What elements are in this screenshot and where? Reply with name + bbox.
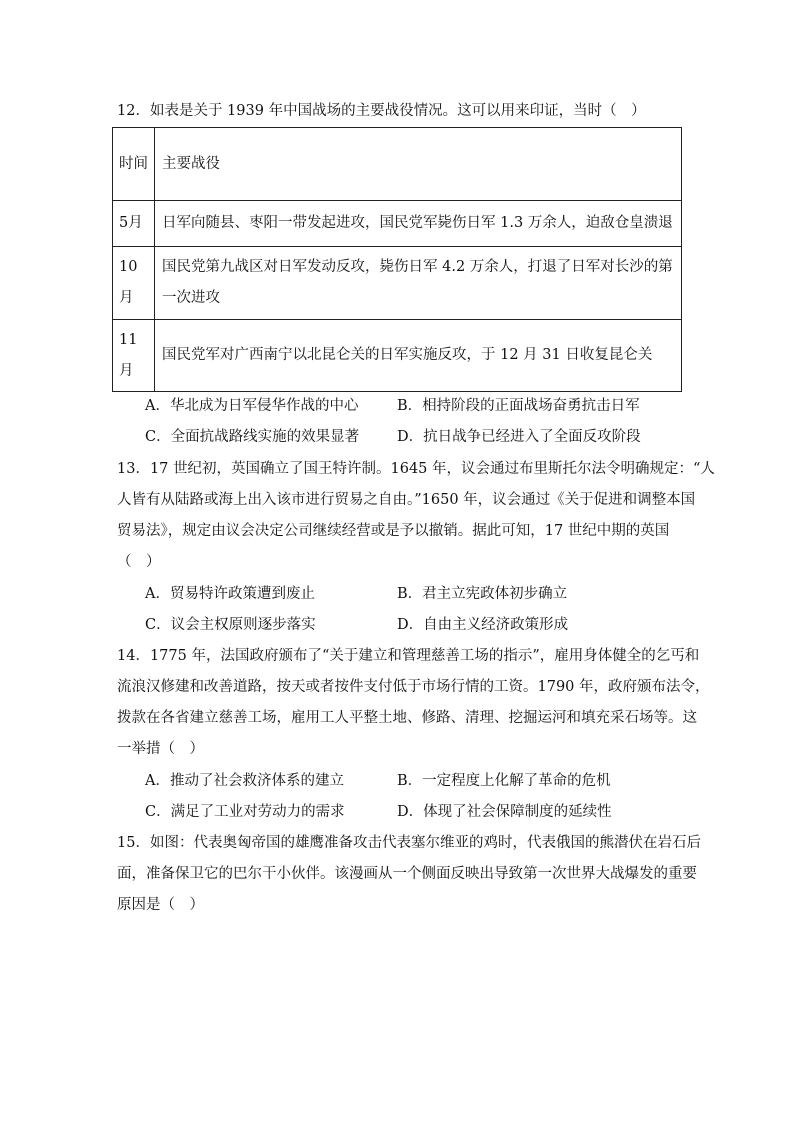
battle-cell: 日军向随县、枣阳一带发起进攻，国民党军毙伤日军 1.3 万余人，迫敌仓皇溃退 bbox=[155, 201, 682, 247]
q14-stem-line-2: 流浪汉修建和改善道路，按天或者按件支付低于市场行情的工资。1790 年，政府颁布法令， bbox=[117, 679, 710, 695]
q14-stem-line-3: 拨款在各省建立慈善工场，雇用工人平整土地、修路、清理、挖掘运河和填充采石场等。这 bbox=[117, 710, 697, 726]
table-row bbox=[113, 247, 682, 320]
battle-cell: 国民党军对广西南宁以北昆仑关的日军实施反攻，于 12 月 31 日收复昆仑关 bbox=[155, 320, 682, 392]
q14-option-c[interactable]: C．满足了工业对劳动力的需求 bbox=[145, 804, 345, 820]
q13-stem-line-3: 贸易法》，规定由议会决定公司继续经营或是予以撤销。据此可知，17 世纪中期的英国 bbox=[117, 523, 670, 539]
q13-stem-line-4: （ ） bbox=[117, 554, 161, 570]
month-cell: 5月 bbox=[113, 201, 155, 247]
q14-option-a[interactable]: A．推动了社会救济体系的建立 bbox=[145, 773, 344, 789]
q13-option-a[interactable]: A．贸易特许政策遭到废止 bbox=[145, 586, 315, 602]
q15-stem-line-1: 15．如图：代表奥匈帝国的雄鹰准备攻击代表塞尔维亚的鸡时，代表俄国的熊潜伏在岩石后 bbox=[117, 835, 701, 851]
q15-stem-line-3: 原因是（ ） bbox=[117, 897, 204, 913]
q12-option-c[interactable]: C．全面抗战路线实施的效果显著 bbox=[145, 429, 360, 445]
q14-option-b[interactable]: B．一定程度上化解了革命的危机 bbox=[397, 773, 611, 789]
month-cell: 11月 bbox=[113, 320, 155, 392]
table-row bbox=[113, 201, 682, 247]
q13-stem-line-1: 13．17 世纪初，英国确立了国王特许制。1645 年，议会通过布里斯托尔法令明确规定：“人 bbox=[117, 461, 715, 477]
q13-option-d[interactable]: D．自由主义经济政策形成 bbox=[397, 617, 569, 633]
table-row bbox=[113, 320, 682, 392]
q12-option-d[interactable]: D．抗日战争已经进入了全面反攻阶段 bbox=[397, 429, 641, 445]
q12-stem: 12．如表是关于 1939 年中国战场的主要战役情况。这可以用来印证，当时（ ） bbox=[117, 103, 646, 119]
q14-option-d[interactable]: D．体现了社会保障制度的延续性 bbox=[397, 804, 612, 820]
month-cell: 10月 bbox=[113, 247, 155, 320]
header-battle-cell: 主要战役 bbox=[155, 128, 682, 201]
q12-option-b[interactable]: B．相持阶段的正面战场奋勇抗击日军 bbox=[397, 398, 640, 414]
q13-stem-line-2: 人皆有从陆路或海上出入该市进行贸易之自由。”1650 年，议会通过《关于促进和调整本国 bbox=[117, 492, 696, 508]
q13-option-b[interactable]: B．君主立宪政体初步确立 bbox=[397, 586, 568, 602]
header-time-cell: 时间 bbox=[113, 128, 155, 201]
q14-stem-line-4: 一举措（ ） bbox=[117, 741, 204, 757]
q13-option-c[interactable]: C．议会主权原则逐步落实 bbox=[145, 617, 316, 633]
q12-battle-table bbox=[112, 127, 682, 392]
q14-stem-line-1: 14．1775 年，法国政府颁布了“关于建立和管理慈善工场的指示”，雇用身体健全的乞丐和 bbox=[117, 648, 700, 664]
q12-option-a[interactable]: A．华北成为日军侵华作战的中心 bbox=[145, 398, 359, 414]
battle-cell: 国民党第九战区对日军发动反攻，毙伤日军 4.2 万余人，打退了日军对长沙的第一次进攻 bbox=[155, 247, 682, 320]
q15-stem-line-2: 面，准备保卫它的巴尔干小伙伴。该漫画从一个侧面反映出导致第一次世界大战爆发的重要 bbox=[117, 866, 697, 882]
table-header-row bbox=[113, 128, 682, 201]
